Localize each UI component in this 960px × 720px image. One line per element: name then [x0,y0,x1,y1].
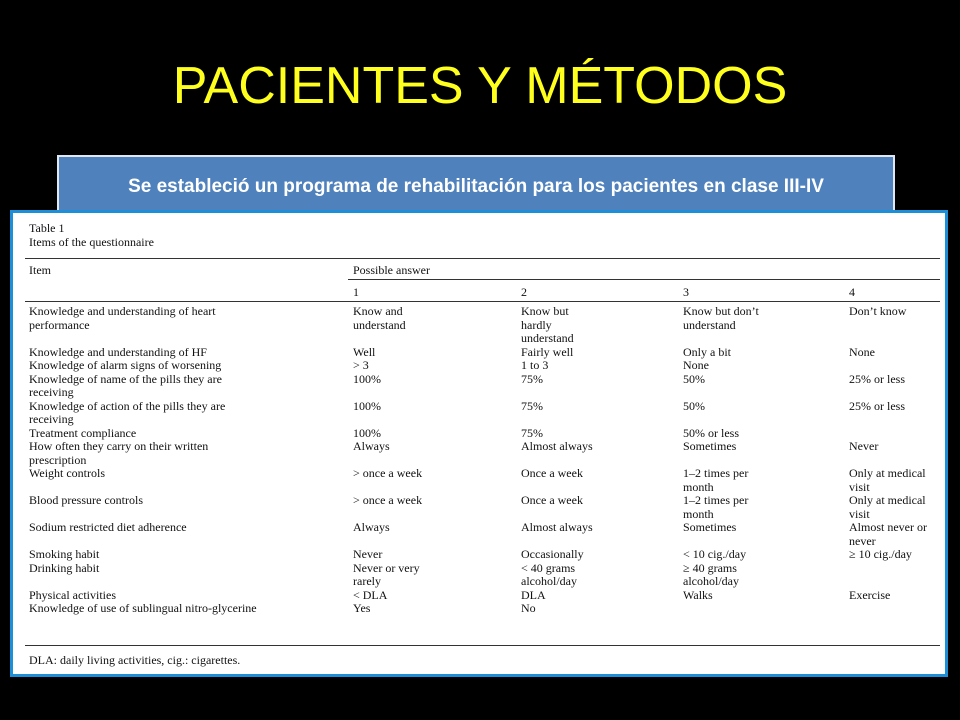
table-cell-answer-2 [517,467,679,494]
table-cell-answer-3 [679,521,845,548]
table-cell-answer-3 [679,589,845,603]
table-cell-answer-2 [517,602,679,616]
table-cell-item-text: Knowledge of action of the pills they are receiving [29,398,226,426]
table-cell-answer-1-text: 100% [353,371,381,386]
table-cell-answer-2-text: Know but hardly understand [521,304,574,345]
table-cell-item-text: Knowledge and understanding of HF [29,344,207,359]
table-cell-answer-2-text: Almost always [521,520,593,534]
table-cell-answer-1-text: Well [353,344,376,359]
table-cell-answer-1 [349,548,517,562]
table-cell-answer-1 [349,602,517,616]
table-cell-answer-2-text: 1 to 3 [521,358,549,372]
table-cell-answer-4 [845,305,940,346]
table-cell-answer-2 [517,346,679,360]
banner-text: Se estableció un programa de rehabilitación para los pacientes en clase III-IV [128,176,824,197]
table-cell-answer-2-text: 75% [521,425,543,440]
table-cell-answer-4 [845,467,940,494]
table-row [25,467,940,494]
table-cell-answer-1-text: Yes [353,601,371,615]
table-cell-item-text: Smoking habit [29,547,100,561]
table-row [25,440,940,467]
table-cell-item-text: Knowledge of alarm signs of worsening [29,358,222,372]
table-cell-answer-4 [845,494,940,521]
table-row [25,562,940,589]
table-cell-answer-3 [679,548,845,562]
table-cell-answer-1 [349,440,517,467]
table-cell-answer-4-text: None [849,344,875,359]
table-cell-answer-3-text: 50% [683,398,705,413]
table-cell-answer-4 [845,562,940,589]
table-cell-answer-3 [679,359,845,373]
questionnaire-table [25,305,940,616]
table-cell-answer-2-text: Occasionally [521,547,584,561]
table-cell-answer-3-text: 1–2 times per month [683,493,749,521]
table-cell-answer-4-text: Only at medical visit [849,493,926,521]
table-row [25,589,940,603]
table-cell-answer-1-text: Never or very rarely [353,560,420,588]
table-row [25,359,940,373]
table-cell-answer-3 [679,467,845,494]
answer-number-1: 1 [353,285,359,299]
table-cell-answer-1 [349,494,517,521]
table-cell-answer-3 [679,305,845,346]
table-footnote: DLA: daily living activities, cig.: cigarettes. [29,653,241,667]
table-cell-answer-3 [679,427,845,441]
table-cell-answer-3-text: 50% [683,371,705,386]
table-cell-item-text: Knowledge and understanding of heart performance [29,304,216,332]
table-cell-answer-2 [517,521,679,548]
table-cell-answer-2 [517,440,679,467]
header-possible-answer: Possible answer [353,263,430,277]
table-cell-answer-4-text: Don’t know [849,304,907,318]
table-cell-answer-4-text: 25% or less [849,371,905,386]
table-cell-answer-1-text: Never [353,547,383,561]
table-cell-answer-3-text: Only a bit [683,344,731,359]
table-cell-answer-4 [845,373,940,400]
table-cell-answer-3-text: Know but don’t understand [683,304,759,332]
table-cell-answer-3 [679,494,845,521]
table-row [25,521,940,548]
table-cell-answer-4 [845,602,940,616]
table-cell-answer-2-text: Once a week [521,466,583,480]
table-cell-answer-2 [517,305,679,346]
table-cell-item [25,494,349,521]
table-cell-answer-2-text: Fairly well [521,344,574,359]
table-cell-answer-3-text: None [683,358,709,372]
table-cell-answer-1 [349,373,517,400]
table-cell-item [25,400,349,427]
table-cell-answer-3 [679,400,845,427]
table-cell-answer-2-text: 75% [521,398,543,413]
table-cell-answer-3 [679,602,845,616]
table-cell-answer-4-text: Exercise [849,587,891,602]
table-cell-answer-1-text: < DLA [353,587,388,602]
table-cell-item [25,373,349,400]
rule-bottom [25,645,940,646]
table-row [25,427,940,441]
table-cell-answer-1 [349,400,517,427]
table-cell-answer-4 [845,427,940,441]
table-cell-answer-1-text: > once a week [353,493,423,507]
table-cell-answer-4-text: Only at medical visit [849,466,926,494]
table-cell-answer-1 [349,427,517,441]
table-cell-answer-4 [845,359,940,373]
table-cell-item [25,602,349,616]
table-cell-answer-1-text: > 3 [353,358,369,372]
table-cell-answer-2 [517,400,679,427]
table-cell-item-text: Drinking habit [29,560,100,575]
rule-header-bottom [25,301,940,302]
table-cell-answer-3-text: 1–2 times per month [683,466,749,494]
table-cell-answer-1-text: Know and understand [353,304,406,332]
table-cell-answer-3-text: < 10 cig./day [683,547,747,561]
table-cell-answer-3 [679,346,845,360]
table-cell-item-text: Weight controls [29,466,106,480]
table-cell-answer-4 [845,589,940,603]
table-row [25,494,940,521]
table-cell-item-text: Blood pressure controls [29,493,143,507]
table-cell-item-text: Knowledge of name of the pills they are receiving [29,371,222,399]
table-caption-title: Items of the questionnaire [29,235,154,249]
table-cell-answer-2 [517,373,679,400]
table-cell-item-text: Physical activities [29,587,116,602]
table-cell-answer-1-text: Always [353,439,390,453]
rule-top [25,258,940,259]
table-cell-answer-4 [845,400,940,427]
table-cell-item [25,305,349,346]
table-cell-answer-1 [349,521,517,548]
answer-number-3: 3 [683,285,689,299]
table-cell-answer-2 [517,589,679,603]
table-cell-answer-3-text: Sometimes [683,439,737,453]
table-row [25,373,940,400]
table-cell-answer-1 [349,467,517,494]
table-row [25,602,940,616]
table-cell-answer-4 [845,548,940,562]
table-cell-answer-4-text: 25% or less [849,398,905,413]
table-cell-item [25,589,349,603]
answer-number-4: 4 [849,285,855,299]
rule-header-partial [348,279,940,280]
table-cell-answer-1-text: Always [353,520,390,534]
table-row [25,305,940,346]
table-cell-item-text: How often they carry on their written prescription [29,439,209,467]
table-cell-item [25,440,349,467]
table-cell-item-text: Treatment compliance [29,425,137,440]
table-cell-answer-4 [845,440,940,467]
table-cell-answer-1-text: 100% [353,398,381,413]
table-cell-answer-2 [517,562,679,589]
table-cell-answer-2 [517,494,679,521]
table-row [25,548,940,562]
table-cell-answer-1 [349,305,517,346]
table-cell-answer-1-text: 100% [353,425,381,440]
table-cell-answer-3 [679,373,845,400]
header-item: Item [29,263,51,277]
table-cell-answer-1 [349,359,517,373]
table-cell-answer-4-text: Never [849,439,879,453]
table-cell-answer-1 [349,346,517,360]
table-row [25,400,940,427]
table-cell-answer-3-text: Sometimes [683,520,737,534]
answer-number-2: 2 [521,285,527,299]
table-cell-answer-4 [845,521,940,548]
questionnaire-table-image [10,210,948,677]
table-cell-answer-1 [349,562,517,589]
table-cell-answer-1 [349,589,517,603]
table-cell-answer-2 [517,548,679,562]
table-cell-answer-2-text: Once a week [521,493,583,507]
table-cell-answer-4 [845,346,940,360]
table-cell-answer-2-text: DLA [521,587,546,602]
table-cell-answer-3-text: ≥ 40 grams alcohol/day [683,560,739,588]
table-cell-item [25,467,349,494]
table-cell-answer-2 [517,359,679,373]
table-cell-answer-4-text: ≥ 10 cig./day [849,547,912,561]
table-cell-item [25,521,349,548]
table-cell-answer-3 [679,440,845,467]
table-cell-answer-2-text: 75% [521,371,543,386]
table-cell-answer-2-text: < 40 grams alcohol/day [521,560,577,588]
table-cell-answer-3 [679,562,845,589]
table-cell-answer-3-text: 50% or less [683,425,739,440]
table-cell-answer-2-text: Almost always [521,439,593,453]
table-cell-item [25,359,349,373]
table-cell-item [25,427,349,441]
table-cell-answer-1-text: > once a week [353,466,423,480]
slide-title: PACIENTES Y MÉTODOS [172,57,788,115]
table-caption-number: Table 1 [29,221,65,235]
table-cell-answer-2-text: No [521,601,536,615]
table-row [25,346,940,360]
table-cell-answer-3-text: Walks [683,587,713,602]
table-cell-item [25,548,349,562]
table-cell-answer-4-text: Almost never or never [849,520,927,548]
table-cell-answer-2 [517,427,679,441]
table-cell-item [25,562,349,589]
table-cell-item-text: Sodium restricted diet adherence [29,520,187,534]
table-cell-item [25,346,349,360]
table-cell-item-text: Knowledge of use of sublingual nitro-glycerine [29,601,257,615]
